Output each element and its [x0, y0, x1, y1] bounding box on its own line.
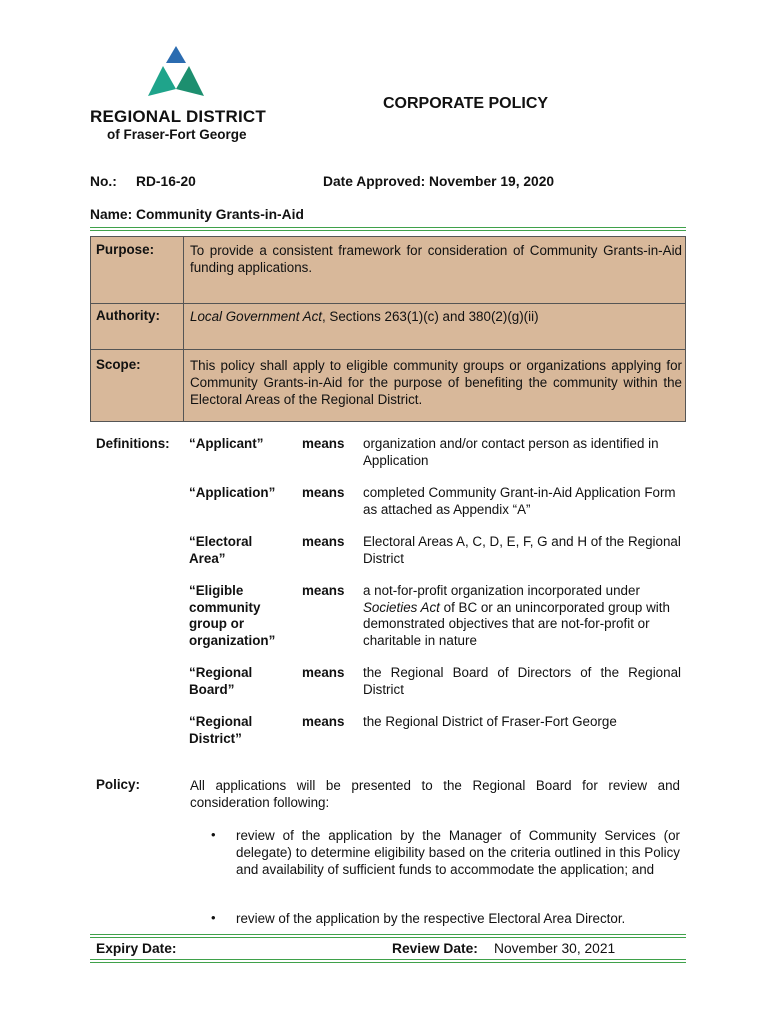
policy-intro: All applications will be presented to the Regional Board for review and consideration following: — [190, 778, 680, 810]
regional-district-logo — [146, 46, 206, 102]
expiry-date-label: Expiry Date: — [96, 941, 177, 956]
definition-term: “Electoral Area” — [189, 534, 253, 566]
societies-act-name: Societies Act — [363, 599, 440, 615]
definition-term: “Regional District” — [189, 714, 253, 746]
definition-means: means — [302, 583, 345, 598]
review-date-label: Review Date: — [392, 941, 478, 956]
footer-divider-bottom-2 — [90, 962, 686, 963]
definition-means: means — [302, 534, 345, 549]
org-subtitle: of Fraser-Fort George — [107, 127, 247, 142]
authority-text — [190, 308, 682, 325]
footer-divider-top-2 — [90, 937, 686, 938]
policy-label: Policy: — [96, 777, 140, 792]
footer-divider-bottom — [90, 959, 686, 960]
definition-term: “Applicant” — [189, 436, 264, 451]
definition-text — [363, 583, 681, 649]
authority-act-name: Local Government Act — [190, 309, 322, 324]
org-name: REGIONAL DISTRICT — [90, 107, 266, 126]
purpose-label: Purpose: — [96, 242, 155, 257]
date-approved: Date Approved: November 19, 2020 — [323, 174, 555, 189]
definition-means: means — [302, 485, 345, 500]
policy-number-label: No.: — [90, 174, 117, 189]
policy-bullet: review of the application by the respective Electoral Area Director. — [236, 911, 626, 926]
definition-means: means — [302, 714, 345, 729]
purpose-text: To provide a consistent framework for consideration of Community Grants-in-Aid funding applications. — [190, 243, 682, 275]
scope-label: Scope: — [96, 357, 141, 372]
bullet-icon: • — [211, 910, 216, 925]
authority-label: Authority: — [96, 308, 160, 323]
definition-text-part: a not-for-profit organization incorporated under — [363, 583, 640, 598]
box-row-divider-2 — [90, 349, 686, 350]
top-divider-2 — [90, 230, 686, 231]
definition-text: the Regional District of Fraser-Fort George — [363, 714, 617, 729]
definition-term: “Regional Board” — [189, 665, 253, 697]
definition-term: “Eligible community group or organization” — [189, 583, 276, 648]
box-row-divider-1 — [90, 303, 686, 304]
top-divider — [90, 227, 686, 228]
definition-term: “Application” — [189, 485, 276, 500]
logo-top-triangle — [166, 46, 186, 63]
definition-text-part: of BC or an unincorporated group with demonstrated objectives that are not-for-profit or charitable in nature — [363, 599, 670, 648]
policy-name: Name: Community Grants-in-Aid — [90, 207, 304, 222]
policy-number-value: RD-16-20 — [136, 174, 196, 189]
document-title: CORPORATE POLICY — [383, 95, 549, 112]
box-column-divider — [183, 236, 184, 422]
authority-sections: , Sections 263(1)(c) and 380(2)(g)(ii) — [321, 309, 539, 324]
definition-text: the Regional Board of Directors of the Regional District — [363, 665, 681, 697]
definitions-label: Definitions: — [96, 436, 170, 451]
definition-means: means — [302, 436, 345, 451]
review-date-value: November 30, 2021 — [494, 941, 616, 956]
footer-divider-top — [90, 934, 686, 935]
scope-text: This policy shall apply to eligible community groups or organizations applying for Community Grants-in-Aid for the purpose of benefiting the community within the Electoral Areas of the Regional District. — [190, 358, 682, 407]
definition-text: completed Community Grant-in-Aid Application Form as attached as Appendix “A” — [363, 485, 676, 517]
definition-means: means — [302, 665, 345, 680]
definition-text: organization and/or contact person as identified in Application — [363, 436, 659, 468]
definition-text: Electoral Areas A, C, D, E, F, G and H of the Regional District — [363, 534, 681, 566]
bullet-icon: • — [211, 827, 216, 842]
policy-bullet: review of the application by the Manager of Community Services (or delegate) to determine eligibility based on the criteria outlined in this Policy and availability of sufficient funds to accommodate the application; and — [236, 828, 680, 877]
